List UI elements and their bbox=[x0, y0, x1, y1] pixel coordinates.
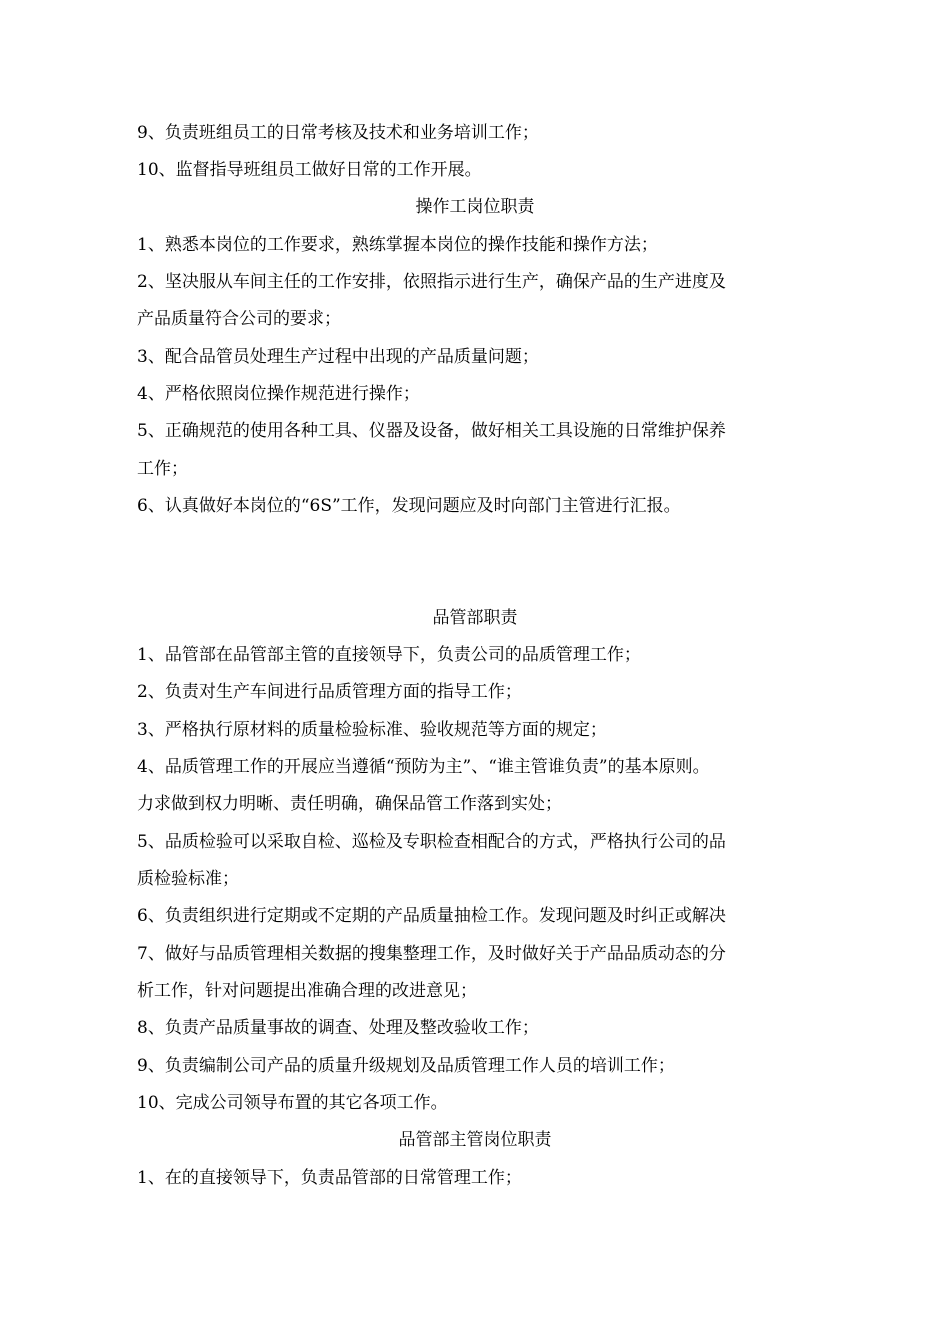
duty-item: 5、品质检验可以采取自检、巡检及专职检查相配合的方式，严格执行公司的品 bbox=[137, 832, 726, 852]
duty-item: 1、品管部在品管部主管的直接领导下，负责公司的品质管理工作； bbox=[137, 645, 641, 665]
duty-item: 4、严格依照岗位操作规范进行操作； bbox=[137, 384, 420, 404]
duty-item: 2、坚决服从车间主任的工作安排，依照指示进行生产，确保产品的生产进度及 bbox=[137, 272, 726, 292]
duty-item: 3、严格执行原材料的质量检验标准、验收规范等方面的规定； bbox=[137, 720, 607, 740]
duty-item: 2、负责对生产车间进行品质管理方面的指导工作； bbox=[137, 682, 522, 702]
duty-item: 6、认真做好本岗位的“6S”工作，发现问题应及时向部门主管进行汇报。 bbox=[137, 496, 681, 516]
duty-item: 5、正确规范的使用各种工具、仪器及设备，做好相关工具设施的日常维护保养 bbox=[137, 421, 726, 441]
duty-item: 1、熟悉本岗位的工作要求，熟练掌握本岗位的操作技能和操作方法； bbox=[137, 235, 658, 255]
duty-item: 6、负责组织进行定期或不定期的产品质量抽检工作。发现问题及时纠正或解决 bbox=[137, 906, 726, 926]
duty-item: 3、配合品管员处理生产过程中出现的产品质量问题； bbox=[137, 347, 539, 367]
duty-item-continuation: 质检验标准； bbox=[137, 869, 239, 889]
duty-item-continuation: 力求做到权力明晰、责任明确，确保品管工作落到实处； bbox=[137, 794, 562, 814]
duty-item: 7、做好与品质管理相关数据的搜集整理工作，及时做好关于产品品质动态的分 bbox=[137, 944, 726, 964]
duty-item: 10、监督指导班组员工做好日常的工作开展。 bbox=[137, 160, 482, 180]
duty-item: 9、负责编制公司产品的质量升级规划及品质管理工作人员的培训工作； bbox=[137, 1056, 675, 1076]
section-title-qc-dept: 品管部职责 bbox=[432, 608, 518, 628]
duty-item: 9、负责班组员工的日常考核及技术和业务培训工作； bbox=[137, 123, 539, 143]
duty-item: 10、完成公司领导布置的其它各项工作。 bbox=[137, 1093, 448, 1113]
duty-item-continuation: 工作； bbox=[137, 459, 188, 479]
section-title-qc-supervisor: 品管部主管岗位职责 bbox=[398, 1130, 552, 1150]
section-title-operator: 操作工岗位职责 bbox=[415, 197, 535, 217]
duty-item-continuation: 析工作，针对问题提出准确合理的改进意见； bbox=[137, 981, 477, 1001]
duty-item: 1、在的直接领导下，负责品管部的日常管理工作； bbox=[137, 1168, 522, 1188]
duty-item: 8、负责产品质量事故的调查、处理及整改验收工作； bbox=[137, 1018, 539, 1038]
duty-item: 4、品质管理工作的开展应当遵循“预防为主”、“谁主管谁负责”的基本原则。 bbox=[137, 757, 710, 777]
duty-item-continuation: 产品质量符合公司的要求； bbox=[137, 309, 341, 329]
